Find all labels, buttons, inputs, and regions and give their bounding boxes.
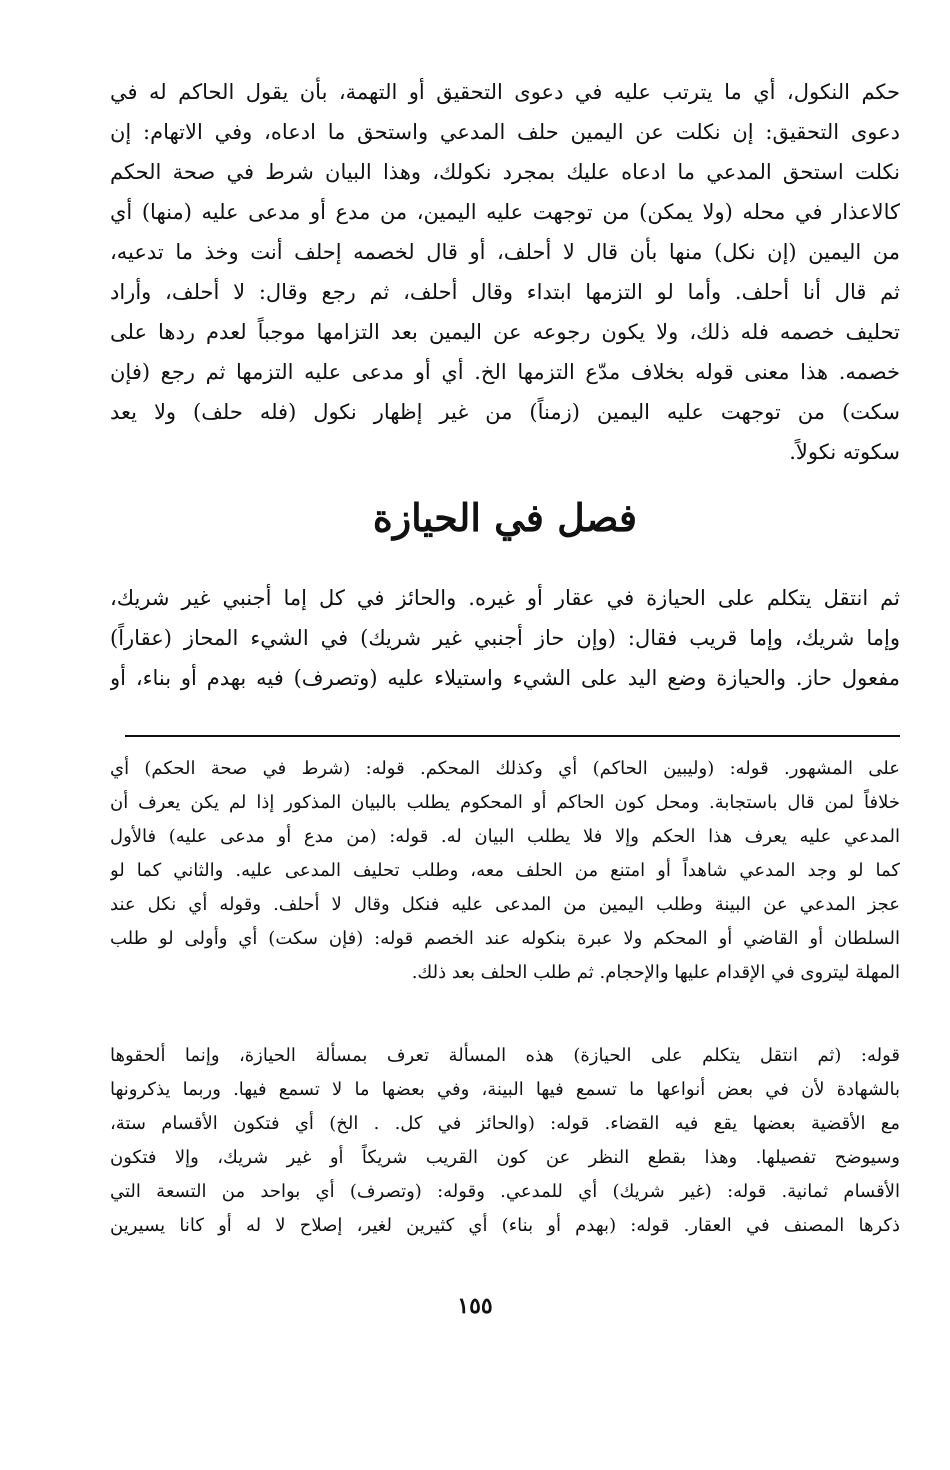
text-line: سكوته نكولاً. [789, 440, 900, 464]
top-paragraph [110, 72, 900, 472]
footnote-line: الأقسام ثمانية. قوله: (غير شريك) أي للمدعي. وقوله: (وتصرف) أي بواحد من التسعة التي [110, 1181, 900, 1202]
page-number: ١٥٥ [457, 1293, 493, 1319]
footnote-line: خلافاً لمن قال باستجابة. ومحل كون الحاكم أو المحكوم يطلب بالبيان المذكور إذا لم يكن يعرف أن [110, 792, 900, 813]
text-line: سكت) من توجهت عليه اليمين (زمناً) من غير إظهار نكول (فله حلف) ولا يعد [110, 400, 900, 424]
footnote-line: مع الأقضية بعضها يقع فيه القضاء. قوله: (والحائز في كل. . الخ) أي فتكون الأقسام ستة، [110, 1113, 900, 1134]
text-line: مفعول حاز. والحيازة وضع اليد على الشيء واستيلاء عليه (وتصرف) فيه بهدم أو بناء، أو [110, 666, 900, 690]
text-line: من اليمين (إن نكل) منها بأن قال لا أحلف، أو قال لخصمه إحلف أنت وخذ ما تدعيه، [110, 240, 900, 264]
footnote-line: وسيوضح تفصيلها. وهذا بقطع النظر عن كون القريب شريكاً أو غير شريك، وإلا فتكون [110, 1147, 900, 1168]
footnote-line: السلطان أو القاضي أو المحكم ولا عبرة بنكوله عند الخصم قوله: (فإن سكت) أي وأولى لو طلب [110, 928, 900, 949]
text-line: وإما شريك، وإما قريب فقال: (وإن حاز أجنبي غير شريك) في الشيء المحاز (عقاراً) [110, 626, 900, 650]
text-line: خصمه. هذا معنى قوله بخلاف مدّع التزمها الخ. أي أو مدعى عليه التزمها ثم رجع (فإن [110, 360, 900, 384]
footnote-line: كما لو وجد المدعي شاهداً أو امتنع من الحلف معه، وطلب تحليف المدعى عليه. والثاني كما لو [110, 860, 900, 881]
footnotes-block-1 [110, 752, 900, 990]
section-title: فصل في الحيازة [372, 495, 638, 540]
footnote-line: المهلة ليتروى في الإقدام عليها والإحجام. ثم طلب الحلف بعد ذلك. [411, 962, 900, 983]
text-line: كالاعذار في محله (ولا يمكن) من توجهت عليه اليمين، من مدع أو مدعى عليه (منها) أي [110, 200, 900, 224]
section-paragraph [110, 578, 900, 698]
text-line: تحليف خصمه فله ذلك، ولا يكون رجوعه عن اليمين بعد التزامها موجباً لعدم ردها على [110, 320, 900, 344]
text-line: دعوى التحقيق: إن نكلت عن اليمين حلف المدعي واستحق ما ادعاه، وفي الاتهام: إن [110, 120, 900, 144]
footnote-line: عجز المدعي عن البينة وطلب اليمين من المدعى عليه فنكل وقال لا أحلف. وقوله أي نكل عند [110, 894, 900, 915]
text-line: ثم انتقل يتكلم على الحيازة في عقار أو غيره. والحائز في كل إما أجنبي غير شريك، [110, 586, 900, 610]
footnotes-block-2 [110, 1039, 900, 1243]
text-line: نكلت استحق المدعي ما ادعاه عليك بمجرد نكولك، وهذا البيان شرط في صحة الحكم [110, 160, 900, 184]
footnote-line: المدعي عليه يعرف هذا الحكم وإلا فلا يطلب البيان له. قوله: (من مدع أو مدعى عليه) فالأول [110, 826, 900, 847]
footnote-line: بالشهادة لأن في بعض أنواعها ما تسمع فيها البينة، وفي بعضها ما لا تسمع فيها. وربما يذكرونها [110, 1079, 900, 1100]
footnote-line: ذكرها المصنف في العقار. قوله: (بهدم أو بناء) أي كثيرين لغير، إصلاح لا له أو كانا يسيرين [110, 1215, 900, 1236]
footnote-separator [125, 735, 900, 737]
text-line: ثم قال أنا أحلف. وأما لو التزمها ابتداء وقال أحلف، ثم رجع وقال: لا أحلف، وأراد [110, 280, 900, 304]
footnote-line: قوله: (ثم انتقل يتكلم على الحيازة) هذه المسألة تعرف بمسألة الحيازة، وإنما ألحقوها [110, 1045, 900, 1066]
footnote-line: على المشهور. قوله: (وليبين الحاكم) أي وكذلك المحكم. قوله: (شرط في صحة الحكم) أي [110, 758, 900, 779]
text-line: حكم النكول، أي ما يترتب عليه في دعوى التحقيق أو التهمة، بأن يقول الحاكم له في [110, 80, 900, 104]
